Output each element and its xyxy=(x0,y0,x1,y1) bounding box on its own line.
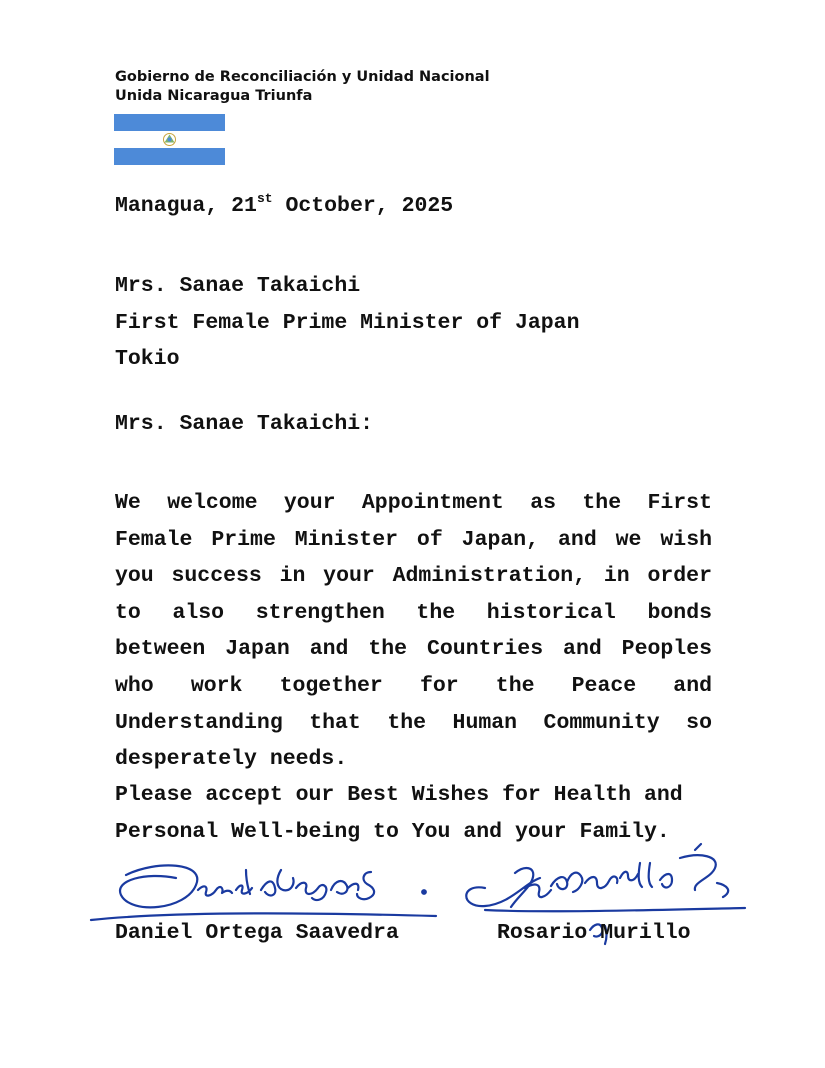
letterhead-line-2: Unida Nicaragua Triunfa xyxy=(115,88,313,104)
body-paragraph: We welcome your Appointment as the First Female Prime Minister of Japan, and we wish you success in your Administration, in order to also strengthen the historical bonds between Japan and the Countries and Peoples who work together for the Peace and Understanding that the Human Community so desperately needs. xyxy=(115,491,712,772)
salutation: Mrs. Sanae Takaichi: xyxy=(115,412,374,436)
signature-1-handwritten xyxy=(86,850,446,930)
date-ordinal-suffix: st xyxy=(256,191,273,206)
signer-1-name: Daniel Ortega Saavedra xyxy=(115,921,399,945)
letter-date: Managua, 21st October, 2025 xyxy=(115,191,454,218)
signer-2-name: Rosario Murillo xyxy=(497,921,691,945)
recipient-name: Mrs. Sanae Takaichi xyxy=(115,274,361,298)
recipient-city: Tokio xyxy=(115,347,180,371)
letterhead xyxy=(115,68,490,106)
letterhead-line-1: Gobierno de Reconciliación y Unidad Nacional xyxy=(115,69,490,85)
recipient-block xyxy=(115,268,579,378)
closing-paragraph: Please accept our Best Wishes for Health and Personal Well-being to You and your Family. xyxy=(115,783,683,844)
recipient-title: First Female Prime Minister of Japan xyxy=(115,310,580,335)
nicaragua-flag-icon xyxy=(114,114,225,165)
